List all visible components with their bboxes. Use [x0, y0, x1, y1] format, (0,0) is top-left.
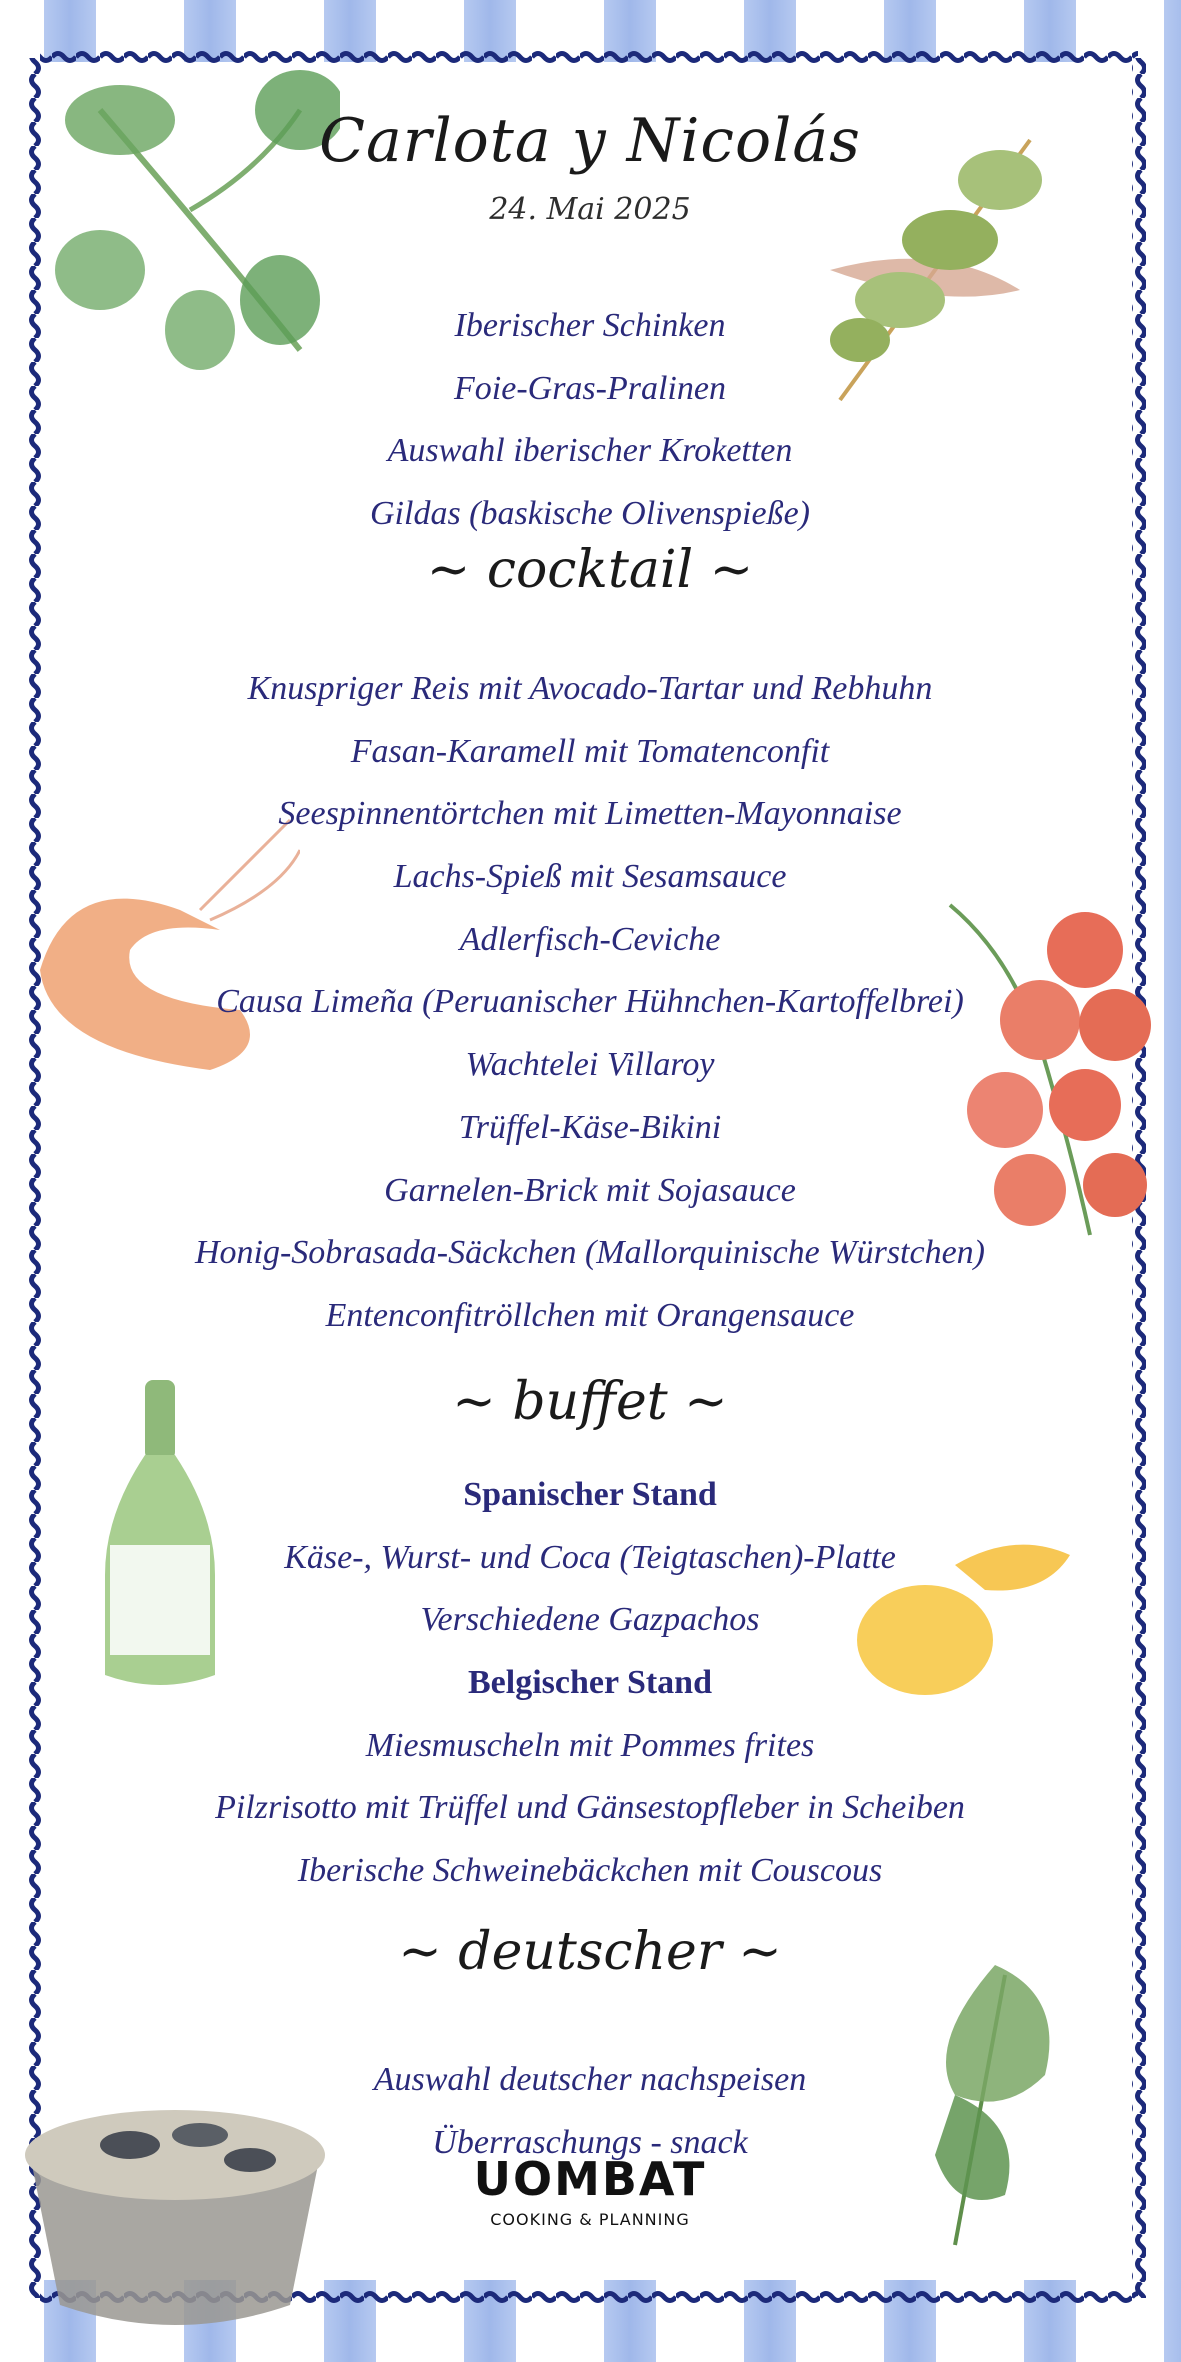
- list-item: Adlerfisch-Ceviche: [459, 920, 721, 958]
- list-item: Auswahl deutscher nachspeisen: [373, 2061, 807, 2098]
- logo-name: UOMBAT: [473, 2152, 707, 2206]
- list-item: Gildas (baskische Olivenspieße): [370, 495, 810, 533]
- couple-names: Carlota y Nicolás: [319, 106, 861, 176]
- list-item: Seespinnentörtchen mit Limetten-Mayonnaise: [278, 795, 902, 833]
- list-item: Miesmuscheln mit Pommes frites: [365, 1726, 815, 1764]
- belgian-stand-title: Belgischer Stand: [467, 1664, 712, 1702]
- list-item: Käse-, Wurst- und Coca (Teigtaschen)-Platte: [284, 1538, 896, 1576]
- list-item: Causa Limeña (Peruanischer Hühnchen-Kartoffelbrei): [216, 983, 964, 1021]
- list-item: Fasan-Karamell mit Tomatenconfit: [350, 732, 830, 770]
- list-item: Foie-Gras-Pralinen: [454, 369, 726, 407]
- cocktail-list: [70, 658, 1110, 1348]
- list-item: Auswahl iberischer Kroketten: [387, 432, 793, 470]
- list-item: Honig-Sobrasada-Säckchen (Mallorquinische Würstchen): [194, 1234, 986, 1272]
- list-item: Garnelen-Brick mit Sojasauce: [384, 1171, 796, 1209]
- list-item: Trüffel-Käse-Bikini: [458, 1108, 722, 1146]
- section-heading-buffet: ~ buffet ~: [452, 1372, 728, 1432]
- list-item: Lachs-Spieß mit Sesamsauce: [393, 858, 787, 896]
- list-item: Entenconfitröllchen mit Orangensauce: [325, 1296, 855, 1334]
- list-item: Iberische Schweinebäckchen mit Couscous: [297, 1852, 883, 1890]
- menu-content: [70, 62, 1110, 2229]
- list-item: Iberischer Schinken: [454, 307, 726, 344]
- buffet-list: [70, 1464, 1110, 1903]
- uombat-logo: [70, 2152, 1110, 2229]
- starters-list: [70, 295, 1110, 546]
- list-item: Wachtelei Villaroy: [465, 1046, 715, 1084]
- spanish-stand-title: Spanischer Stand: [463, 1476, 717, 1513]
- list-item: Verschiedene Gazpachos: [420, 1601, 760, 1639]
- logo-tagline: COOKING & PLANNING: [490, 2210, 690, 2229]
- list-item: Pilzrisotto mit Trüffel und Gänsestopfleber in Scheiben: [215, 1789, 965, 1827]
- section-heading-cocktail: ~ cocktail ~: [426, 540, 754, 600]
- section-heading-deutscher: ~ deutscher ~: [398, 1922, 782, 1982]
- list-item: Knuspriger Reis mit Avocado-Tartar und Rebhuhn: [247, 670, 933, 707]
- list-item: Überraschungs - snack: [432, 2123, 748, 2161]
- event-date: 24. Mai 2025: [489, 192, 691, 227]
